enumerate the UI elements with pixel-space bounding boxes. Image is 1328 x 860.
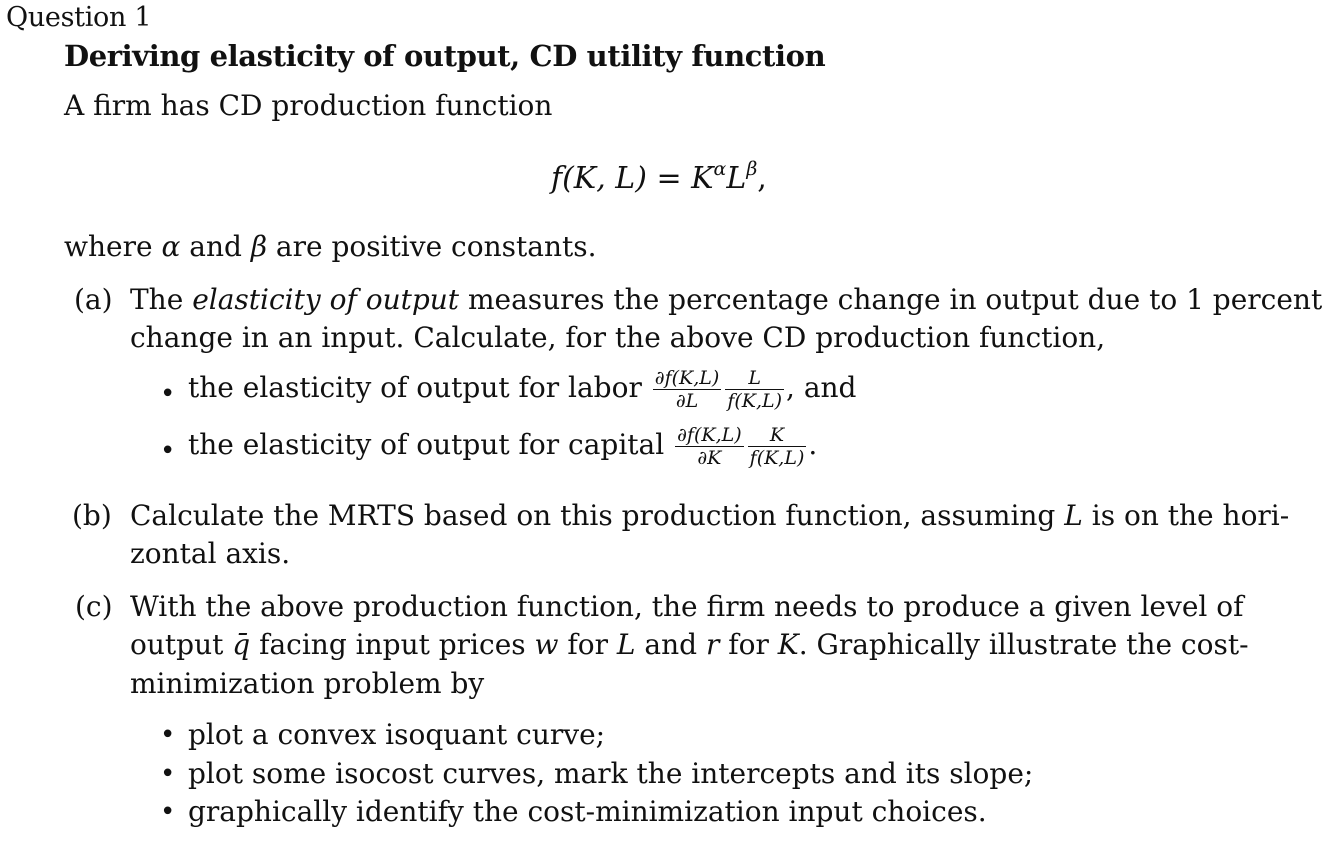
part-c-line2-post: . Graphically illustrate the cost-: [798, 628, 1249, 661]
part-c-line1: With the above production function, the firm needs to produce a given level of: [130, 590, 1244, 623]
part-c-line3: minimization problem by: [130, 667, 485, 700]
question-title: Deriving elasticity of output, CD utility function: [64, 39, 826, 73]
variable-w: w: [534, 628, 559, 661]
bullet-capital-text: the elasticity of output for capital: [188, 428, 665, 461]
part-a-emphasis: elasticity of output: [192, 283, 460, 316]
bullet-capital-trail: .: [808, 428, 818, 461]
bullet-marker: •: [160, 379, 176, 409]
part-b-line1: [130, 498, 1289, 534]
part-a-bullet-labor: [188, 368, 856, 411]
part-a-bullet-capital: [188, 425, 817, 468]
fraction-denominator: ∂L: [675, 390, 699, 412]
fraction-denominator: ∂K: [697, 447, 722, 469]
partial-derivative-fraction: [675, 425, 744, 468]
ratio-fraction: [725, 368, 784, 411]
beta-symbol: β: [250, 230, 267, 263]
where-post: are positive constants.: [267, 230, 597, 263]
part-c-line2-mid4: for: [719, 628, 778, 661]
part-c-label: (c): [75, 590, 113, 623]
variable-L: L: [616, 628, 636, 661]
fraction-numerator: ∂f(K,L): [654, 367, 720, 389]
part-a-line1: [130, 282, 1322, 318]
alpha-symbol: α: [161, 230, 181, 263]
where-pre: where: [64, 230, 162, 263]
part-a-label: (a): [74, 283, 113, 316]
ratio-fraction: [748, 425, 807, 468]
variable-q-bar: q̄: [232, 628, 251, 661]
part-a-line1-post: measures the percentage change in output due to 1 percent: [459, 283, 1323, 316]
part-c-bullet-isoquant: plot a convex isoquant curve;: [188, 718, 606, 751]
part-a-line2: change in an input. Calculate, for the above CD production function,: [130, 321, 1106, 354]
fraction-denominator: f(K,L): [727, 390, 783, 412]
part-b-line1-post: is on the hori-: [1082, 499, 1290, 532]
part-c-line2: [130, 627, 1249, 663]
part-b-line2: zontal axis.: [130, 537, 291, 570]
equation-exponent-beta: β: [746, 158, 758, 180]
bullet-marker: •: [160, 720, 176, 750]
part-c-line2-mid2: for: [558, 628, 617, 661]
part-c-line2-mid1: facing input prices: [250, 628, 535, 661]
variable-L: L: [1064, 499, 1083, 532]
equation-exponent-alpha: α: [713, 158, 727, 180]
part-c-bullet-isocost: plot some isocost curves, mark the intercepts and its slope;: [188, 757, 1034, 790]
bullet-marker: •: [160, 797, 176, 827]
question-label: Question 1: [6, 2, 152, 33]
where-and: and: [180, 230, 251, 263]
part-c-line2-pre: output: [130, 628, 233, 661]
fraction-numerator: K: [748, 425, 807, 447]
part-b-label: (b): [72, 499, 112, 532]
bullet-marker: •: [160, 436, 176, 466]
intro-text: A firm has CD production function: [64, 89, 553, 122]
variable-K: K: [777, 628, 799, 661]
equation-mid: L: [726, 161, 747, 196]
fraction-numerator: ∂f(K,L): [677, 424, 742, 446]
production-function-equation: [551, 160, 767, 198]
equation-end: ,: [757, 161, 767, 196]
part-c-bullet-identify: graphically identify the cost-minimization input choices.: [188, 795, 987, 828]
where-text: [64, 229, 597, 265]
bullet-labor-trail: , and: [786, 371, 857, 404]
part-b-line1-pre: Calculate the MRTS based on this production function, assuming: [130, 499, 1065, 532]
partial-derivative-fraction: [653, 368, 722, 411]
part-c-line2-mid3: and: [635, 628, 706, 661]
fraction-numerator: L: [725, 368, 784, 390]
fraction-denominator: f(K,L): [749, 447, 805, 469]
variable-r: r: [705, 628, 720, 661]
bullet-marker: •: [160, 759, 176, 789]
bullet-labor-text: the elasticity of output for labor: [188, 371, 642, 404]
part-a-line1-pre: The: [130, 283, 193, 316]
equation-lhs: f(K, L) = K: [551, 161, 714, 196]
